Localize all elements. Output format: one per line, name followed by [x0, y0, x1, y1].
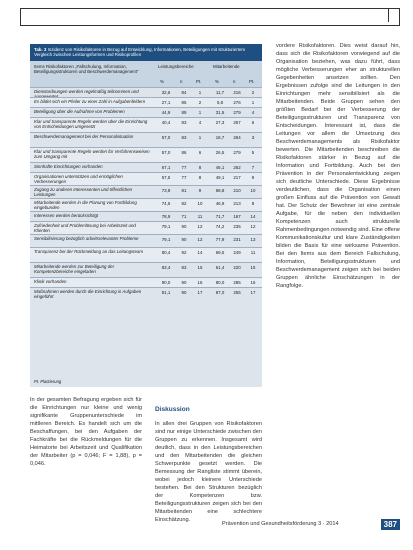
row-value: 90	[181, 279, 187, 285]
row-value: 213	[233, 200, 241, 206]
row-value: 6	[251, 119, 255, 125]
row-value: 90	[181, 223, 187, 229]
table-header	[30, 61, 262, 87]
row-value: 10	[197, 200, 203, 206]
table-row	[30, 247, 262, 262]
row-label: Zufriedenheit und Problemlösung bei Arbeitszeit und Klienten	[34, 222, 136, 234]
table-row	[30, 172, 262, 185]
row-value: 71,7	[215, 213, 225, 219]
row-value: 8	[198, 164, 202, 170]
row-value: 86	[181, 149, 187, 155]
row-value: 220	[233, 264, 241, 270]
row-value: 13	[250, 236, 256, 242]
table-row	[30, 185, 262, 198]
row-value: 16	[197, 279, 203, 285]
row-value: 46,1	[215, 164, 225, 170]
row-label: Sensibilisierung bezüglich arbeitsrelevanter Probleme	[34, 235, 139, 241]
row-value: 262	[233, 164, 241, 170]
row-value: 57,5	[161, 174, 171, 180]
row-value: 276	[233, 99, 241, 105]
row-value: 17	[197, 289, 203, 295]
row-value: 83	[181, 134, 187, 140]
row-value: 10	[250, 187, 256, 193]
row-value: 16,7	[215, 134, 225, 140]
table-row	[30, 132, 262, 147]
row-value: 15	[197, 264, 203, 270]
header-box	[20, 8, 400, 26]
table-row	[30, 97, 262, 107]
row-value: 11	[250, 249, 256, 255]
row-value: 61,4	[215, 264, 225, 270]
row-value: 74,2	[215, 223, 225, 229]
row-value: 14	[250, 213, 256, 219]
row-value: 80,4	[161, 249, 171, 255]
row-value: 12	[197, 223, 203, 229]
table-row	[30, 198, 262, 211]
row-label: Interessen werden berücksichtigt	[34, 212, 99, 218]
row-value: 90	[181, 289, 187, 295]
row-value: 11,7	[215, 89, 225, 95]
row-value: 83,4	[161, 264, 171, 270]
row-value: 89	[181, 109, 187, 115]
table-row	[30, 277, 262, 287]
row-value: 3	[251, 134, 255, 140]
row-value: 31,5	[215, 109, 225, 115]
row-value: 5	[251, 149, 255, 155]
left-column-text: In der gesamten Befragung ergeben sich für die Einrichtungen nur kleine und wenig signifikante Gruppenunterschiede im mittleren Bereich. Es handelt sich um die Beschaffungen, bei den Aufgaben der Fachkräfte bei die Rückmeldungen für die Heimatorte bei Arbeitszeit und Qualifikation der Mitarbeiter (p = 0,046; F = 1,88), p = 0,046.	[30, 397, 142, 467]
row-label: Klar und transparente Regeln werden für Verfahrensweisen zum Umgang mit	[34, 148, 150, 160]
row-value: 32,6	[161, 89, 171, 95]
row-value: 2	[198, 99, 202, 105]
row-value: 4	[251, 109, 255, 115]
table-row	[30, 234, 262, 247]
row-value: 81	[181, 187, 187, 193]
row-label: Sinnhafte Einrichtungen vorhanden	[34, 163, 103, 169]
sub-head: Pt.	[249, 78, 255, 84]
row-value: 255	[233, 289, 241, 295]
row-value: 87,0	[215, 289, 225, 295]
row-value: 210	[233, 187, 241, 193]
middle-column-text: In allen drei Gruppen von Risikofaktoren sind nur einige Unterschiede zwischen den Gruppen zu erkennen. Insgesamt wird deutlich, dass in den Leistungsbereichen und den Mitarbeitenden die gleichen Schwerpunkte gesetzt werden. Die Bemessung der Rangliste stimmt überein, wobei jedoch kleinere Unterschiede bestehen. Bei den Strukturen bezüglich der Kompetenzen bzw. Beteiligungsstrukturen zeigen sich bei den Mitarbeitenden eine schlechtere Einschätzung.	[155, 421, 262, 523]
row-value: 91,1	[161, 289, 171, 295]
row-label: Transparenz bei der Rückmeldung an das Leitungsteam	[34, 248, 144, 254]
row-value: 71	[181, 213, 187, 219]
row-label: Zugang zu anderen Interessenten und öffentlichen Leistungen	[34, 186, 133, 198]
row-value: 85	[181, 99, 187, 105]
row-label: Mitarbeitende werden zur Beteiligung der Kompetenzbereiche eingeladen	[34, 263, 115, 275]
row-value: 9	[251, 174, 255, 180]
row-value: 77,9	[215, 236, 225, 242]
row-label: Beteiligung über die Aufnahme von Problemen	[34, 108, 125, 114]
row-value: 49,1	[215, 174, 225, 180]
sub-head: %	[160, 78, 164, 84]
data-table	[30, 44, 262, 387]
row-value: 44,9	[161, 109, 171, 115]
row-value: 9	[198, 187, 202, 193]
row-value: 69,5	[215, 249, 225, 255]
table-row	[30, 107, 262, 117]
row-value: 57,0	[161, 134, 171, 140]
row-value: 12	[250, 223, 256, 229]
row-value: 1	[198, 134, 202, 140]
row-value: 167	[233, 213, 241, 219]
row-value: 279	[233, 109, 241, 115]
row-value: 285	[233, 279, 241, 285]
row-value: 15	[250, 264, 256, 270]
table-row	[30, 117, 262, 132]
row-value: 74,6	[161, 200, 171, 206]
table-row	[30, 211, 262, 221]
row-value: 6	[198, 149, 202, 155]
table-caption: Inzidenz von Risikofaktoren in Bezug auf Entwicklung, Informationen, Beteiligungen mit strukturiertem Vergleich zwischen Leistungsformen und Risikoprofilen	[34, 47, 246, 58]
row-value: 7	[251, 164, 255, 170]
table-row	[30, 287, 262, 300]
section-heading: Diskussion	[155, 406, 190, 413]
row-value: 79,1	[161, 236, 171, 242]
row-value: 257	[233, 119, 241, 125]
row-value: 8	[251, 200, 255, 206]
row-value: 40,4	[161, 119, 171, 125]
row-value: 67,1	[161, 164, 171, 170]
journal-name: Prävention und Gesundheitsförderung 3 · 2014	[222, 521, 339, 527]
row-value: 90,0	[161, 279, 171, 285]
row-value: 46,9	[215, 200, 225, 206]
table-body	[30, 87, 262, 300]
row-value: 8	[198, 174, 202, 180]
row-label: Beschwerdemanagement bei der Personalsituation	[34, 133, 134, 139]
page-footer	[222, 520, 400, 532]
sub-head: %	[215, 78, 219, 84]
row-value: 80,0	[215, 279, 225, 285]
row-value: 1	[251, 99, 255, 105]
row-value: 11	[197, 213, 203, 219]
row-value: 264	[233, 134, 241, 140]
table-col-head: Items Risikofaktoren „Fallschulung, Information, Beteiligungsstrukturen und Beschwerdemanagement“	[34, 63, 139, 75]
row-label: Organisationen unterstützen und ermöglichen Verbesserungen	[34, 173, 123, 185]
row-value: 231	[233, 236, 241, 242]
sub-head: Pt.	[196, 78, 202, 84]
row-value: 12	[197, 236, 203, 242]
row-value: 26,5	[215, 149, 225, 155]
sub-head: n	[233, 78, 236, 84]
row-value: 2	[251, 89, 255, 95]
row-label: Es bildet sich ein Pfeiler zu einer Zahl in Aufgabenfeldern	[34, 98, 146, 104]
table-number: Tab. 3	[34, 47, 47, 52]
row-value: 68,8	[215, 187, 225, 193]
row-value: 249	[233, 249, 241, 255]
row-value: 79,1	[161, 223, 171, 229]
page-number: 387	[381, 519, 400, 530]
group-head-1: Leistungsbereiche	[158, 63, 194, 69]
row-value: 27,3	[215, 119, 225, 125]
row-label: Mitarbeitende werden in die Planung von Fortbildung eingebunden	[34, 199, 137, 211]
row-value: 92	[181, 249, 187, 255]
row-label: Dienstordnungen werden regelmäßig teilnommen und	[34, 88, 139, 94]
row-value: 1	[198, 89, 202, 95]
row-value: 82	[181, 200, 187, 206]
table-row	[30, 147, 262, 162]
sub-head: n	[180, 78, 183, 84]
row-label: Klinik vorhanden	[34, 278, 67, 284]
table-row	[30, 262, 262, 277]
table-row	[30, 221, 262, 234]
row-value: 78,9	[161, 213, 171, 219]
table-footnote: Pt. Platzierung	[34, 379, 62, 384]
row-value: 1	[198, 109, 202, 115]
row-value: 217	[233, 174, 241, 180]
row-value: 16	[250, 279, 256, 285]
row-value: 83	[181, 264, 187, 270]
row-value: 83	[181, 119, 187, 125]
row-value: 27,1	[161, 99, 171, 105]
row-value: 84	[181, 89, 187, 95]
table-title	[30, 44, 262, 61]
row-value: 77	[181, 174, 187, 180]
table-row	[30, 87, 262, 97]
row-value: 57,0	[161, 149, 171, 155]
row-value: 5,8	[216, 99, 224, 105]
row-label: Maßnahmen werden durch die Einrichtung in Aufgaben eingeführt	[34, 288, 142, 300]
right-column-text: vordere Risikofaktoren. Dies weist darauf hin, dass sich die Risikofaktoren vorwiegend auf die Organisation beziehen, was dazu führt, dass mögliche Verbesserungen eher an strukturellen Gegebenheiten ansetzen sollten. Den Ergebnissen zufolge sind die Leitungen in den Einrichtungen mehr sensibilisiert als die Mitarbeitenden. Beide Gruppen sehen den größten Bedarf bei der Verbesserung der Beteiligungsstrukturen und Transparenz von Entscheidungen. Interessant ist, dass die Leitungen vor allem die Umsetzung des Beschwerdemanagements als Risikofaktor bewerten. Die Mitarbeitenden beschreiben die Risikofaktoren stärker in Bezug auf die Information und Fortbildung. Auch bei den Prävention in der Personalentwicklung zeigen sich deutliche Unterschiede. Diese Ergebnisse verdeutlichen, dass die Organisation einen großen Einfluss auf die Prävention von Gewalt hat. Der Schutz der Bewohner ist eine zentrale Aufgabe, für die neben den individuellen Kompetenzen auch strukturelle Rahmenbedingungen notwendig sind. Eine offene Kommunikationskultur und klare Zuständigkeiten bilden die Basis für eine wirksame Prävention. Bei den Items aus dem Bereich Fallschulung, Information, Beteiligungsstrukturen und Beschwerdemanagement zeigen sich bei beiden Gruppen ähnliche Einschätzungen in der Rangfolge.	[276, 43, 400, 289]
row-value: 14	[197, 249, 203, 255]
row-value: 235	[233, 223, 241, 229]
group-head-2: Mitarbeitende	[213, 63, 240, 69]
row-value: 77	[181, 164, 187, 170]
row-label: Klar und transparente Regeln werden über die Einrichtung von Entscheidungen umgesetzt	[34, 118, 148, 130]
row-value: 4	[198, 119, 202, 125]
table-row	[30, 162, 262, 172]
row-value: 90	[181, 236, 187, 242]
row-value: 17	[250, 289, 256, 295]
row-value: 216	[233, 89, 241, 95]
row-value: 279	[233, 149, 241, 155]
header-divider	[388, 8, 389, 22]
row-value: 73,8	[161, 187, 171, 193]
